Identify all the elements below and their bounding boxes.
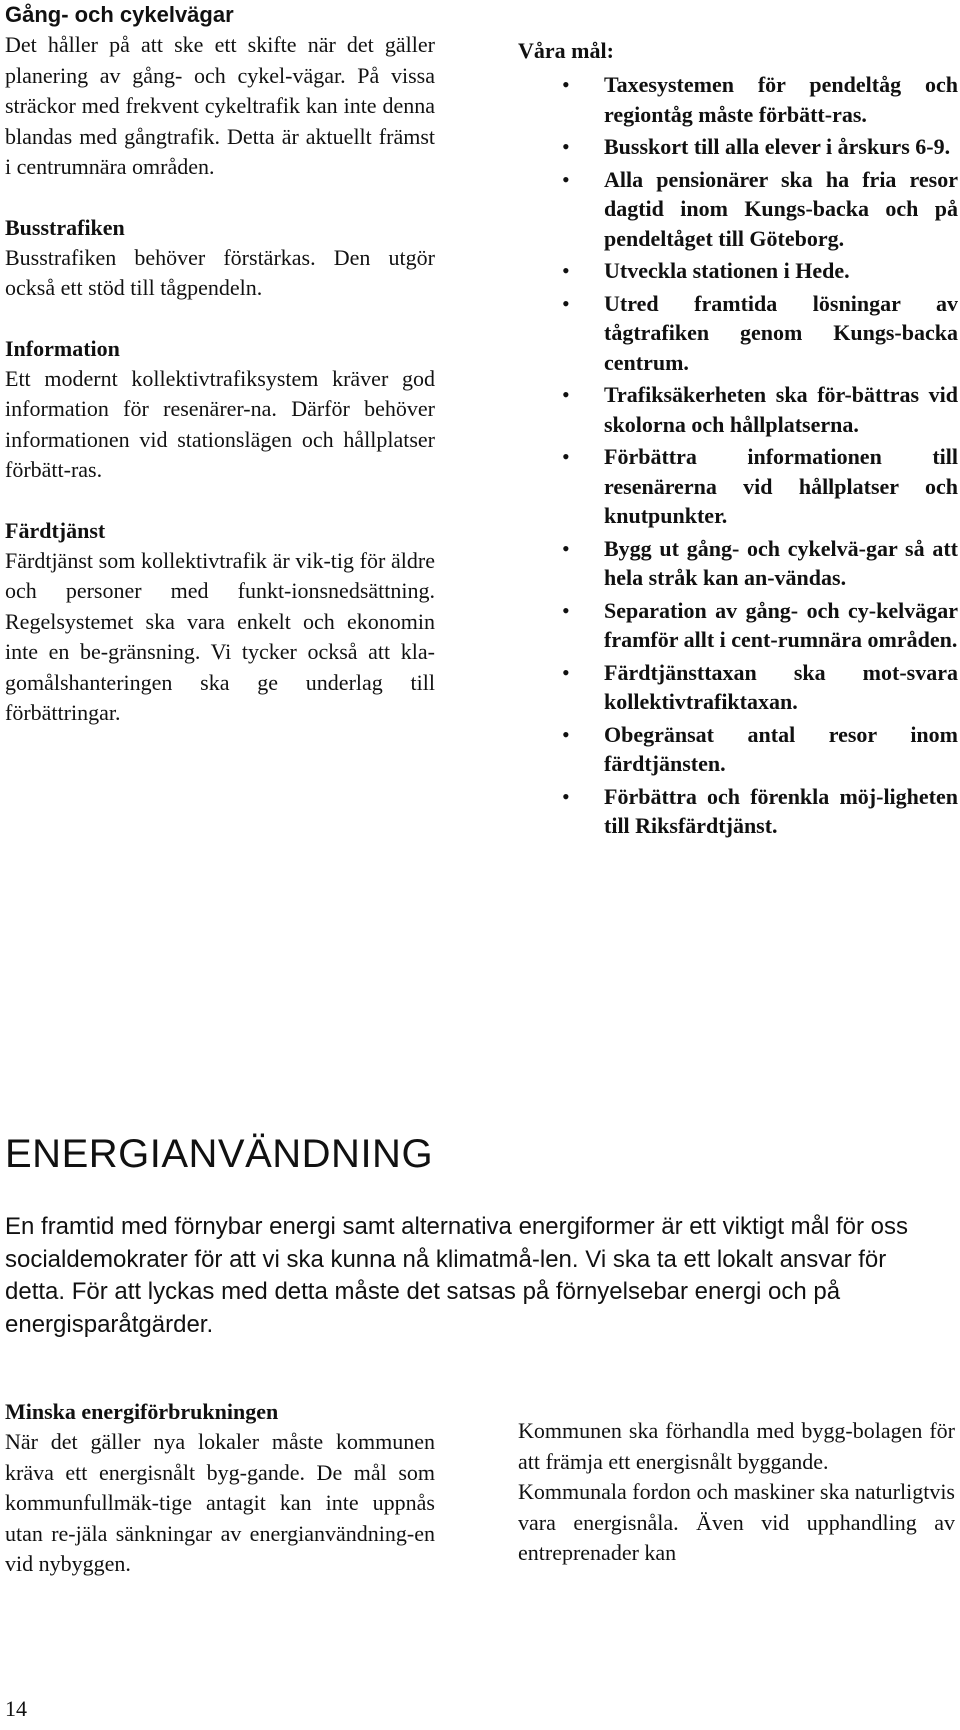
- goal-text: Förbättra informationen till resenärerna vid hållplatser och knutpunkter.: [604, 444, 958, 528]
- paragraph-forhandla: Kommunen ska förhandla med bygg-bolagen för att främja ett energisnålt byggande.: [518, 1418, 955, 1474]
- bullet-icon: •: [562, 721, 570, 747]
- section-title-energianvandning: ENERGIANVÄNDNING: [5, 1132, 434, 1176]
- heading-minska-energiforbrukningen: Minska energiförbrukningen: [5, 1399, 279, 1424]
- goal-text: Trafiksäkerheten ska för-bättras vid skolorna och hållplatserna.: [604, 382, 958, 437]
- paragraph-nya-lokaler: När det gäller nya lokaler måste kommunen kräva ett energisnålt byg-gande. De mål som kommunfullmäk-tige antagit kan inte uppnås utan re-jäla sänkningar av energianvändning-en vid nybyggen.: [5, 1429, 435, 1576]
- bullet-icon: •: [562, 597, 570, 623]
- goal-item: [518, 658, 958, 717]
- paragraph-information: Ett modernt kollektivtrafiksystem kräver god information för resenärer-na. Därför behöver informationen vid stationslägen och hållplatser förbätt-ras.: [5, 365, 435, 482]
- goal-item: [518, 132, 958, 162]
- energy-intro-paragraph: En framtid med förnybar energi samt alternativa energiformer är ett viktigt mål för oss socialdemokrater för att vi ska kunna nå klimatmå-len. Vi ska ta ett lokalt ansvar för detta. För att lyckas med detta måste det satsas på förnyelsebar energi och på energisparåtgärder.: [5, 1213, 909, 1338]
- heading-information: Information: [5, 335, 120, 361]
- bullet-icon: •: [562, 382, 570, 407]
- goal-item: [518, 380, 958, 439]
- bullet-icon: •: [562, 72, 570, 97]
- energy-left-column: [5, 1397, 435, 1580]
- bullet-icon: •: [562, 134, 570, 159]
- goal-text: Obegränsat antal resor inom färdtjänsten.: [604, 721, 958, 776]
- goals-column: [518, 36, 958, 844]
- heading-gang-cykel: Gång- och cykelvägar: [5, 2, 234, 27]
- goal-item: [518, 442, 958, 531]
- goal-text: Alla pensionärer ska ha fria resor dagtid inom Kungs-backa och på pendeltåget till Göteborg.: [604, 166, 958, 251]
- goal-item: [518, 534, 958, 593]
- goal-text: Busskort till alla elever i årskurs 6-9.: [604, 134, 951, 159]
- bullet-icon: •: [562, 535, 570, 561]
- goal-item: [518, 70, 958, 129]
- goal-text: Utred framtida lösningar av tågtrafiken genom Kungs-backa centrum.: [604, 290, 958, 375]
- goals-title: Våra mål:: [518, 38, 614, 63]
- heading-fardtjanst: Färdtjänst: [5, 517, 106, 543]
- bullet-icon: •: [562, 258, 570, 283]
- paragraph-gang-cykel: Det håller på att ske ett skifte när det gäller planering av gång- och cykel-vägar. På vissa sträckor med frekvent cykeltrafik kan inte denna blandas med gångtrafik. Detta är aktuellt främst i centrumnära områden.: [5, 32, 435, 179]
- goal-text: Separation av gång- och cy-kelvägar framför allt i cent-rumnära områden.: [604, 597, 958, 652]
- goal-text: Taxesystemen för pendeltåg och regiontåg måste förbätt-ras.: [604, 72, 958, 127]
- goal-item: [518, 782, 958, 841]
- paragraph-fordon: Kommunala fordon och maskiner ska naturligtvis vara energisnåla. Även vid upphandling av entreprenader kan: [518, 1479, 955, 1565]
- bullet-icon: •: [562, 659, 570, 685]
- paragraph-busstrafiken: Busstrafiken behöver förstärkas. Den utgör också ett stöd till tågpendeln.: [5, 244, 435, 300]
- goal-text: Färdtjänsttaxan ska mot-svara kollektivtrafiktaxan.: [604, 659, 958, 714]
- bullet-icon: •: [562, 166, 570, 192]
- bullet-icon: •: [562, 783, 570, 809]
- page-number: 14: [5, 1696, 27, 1721]
- paragraph-fardtjanst: Färdtjänst som kollektivtrafik är vik-tig för äldre och personer med funkt-ionsnedsättning. Regelsystemet ska vara enkelt och ekonomin inte en be-gränsning. Vi tycker också att kla-gomålshanteringen ska ge underlag till förbättringar.: [5, 547, 435, 725]
- left-column: [5, 0, 435, 729]
- goal-text: Utveckla stationen i Hede.: [604, 258, 850, 283]
- goal-item: [518, 720, 958, 779]
- goal-item: [518, 596, 958, 655]
- bullet-icon: •: [562, 290, 570, 316]
- goal-item: [518, 289, 958, 378]
- goals-list: [518, 70, 958, 841]
- goal-text: Förbättra och förenkla möj-ligheten till Riksfärdtjänst.: [604, 783, 958, 838]
- heading-busstrafiken: Busstrafiken: [5, 214, 125, 240]
- goal-text: Bygg ut gång- och cykelvä-gar så att hela stråk kan an-vändas.: [604, 535, 958, 590]
- goal-item: [518, 165, 958, 254]
- goal-item: [518, 256, 958, 286]
- energy-right-column: [518, 1416, 955, 1569]
- bullet-icon: •: [562, 444, 570, 469]
